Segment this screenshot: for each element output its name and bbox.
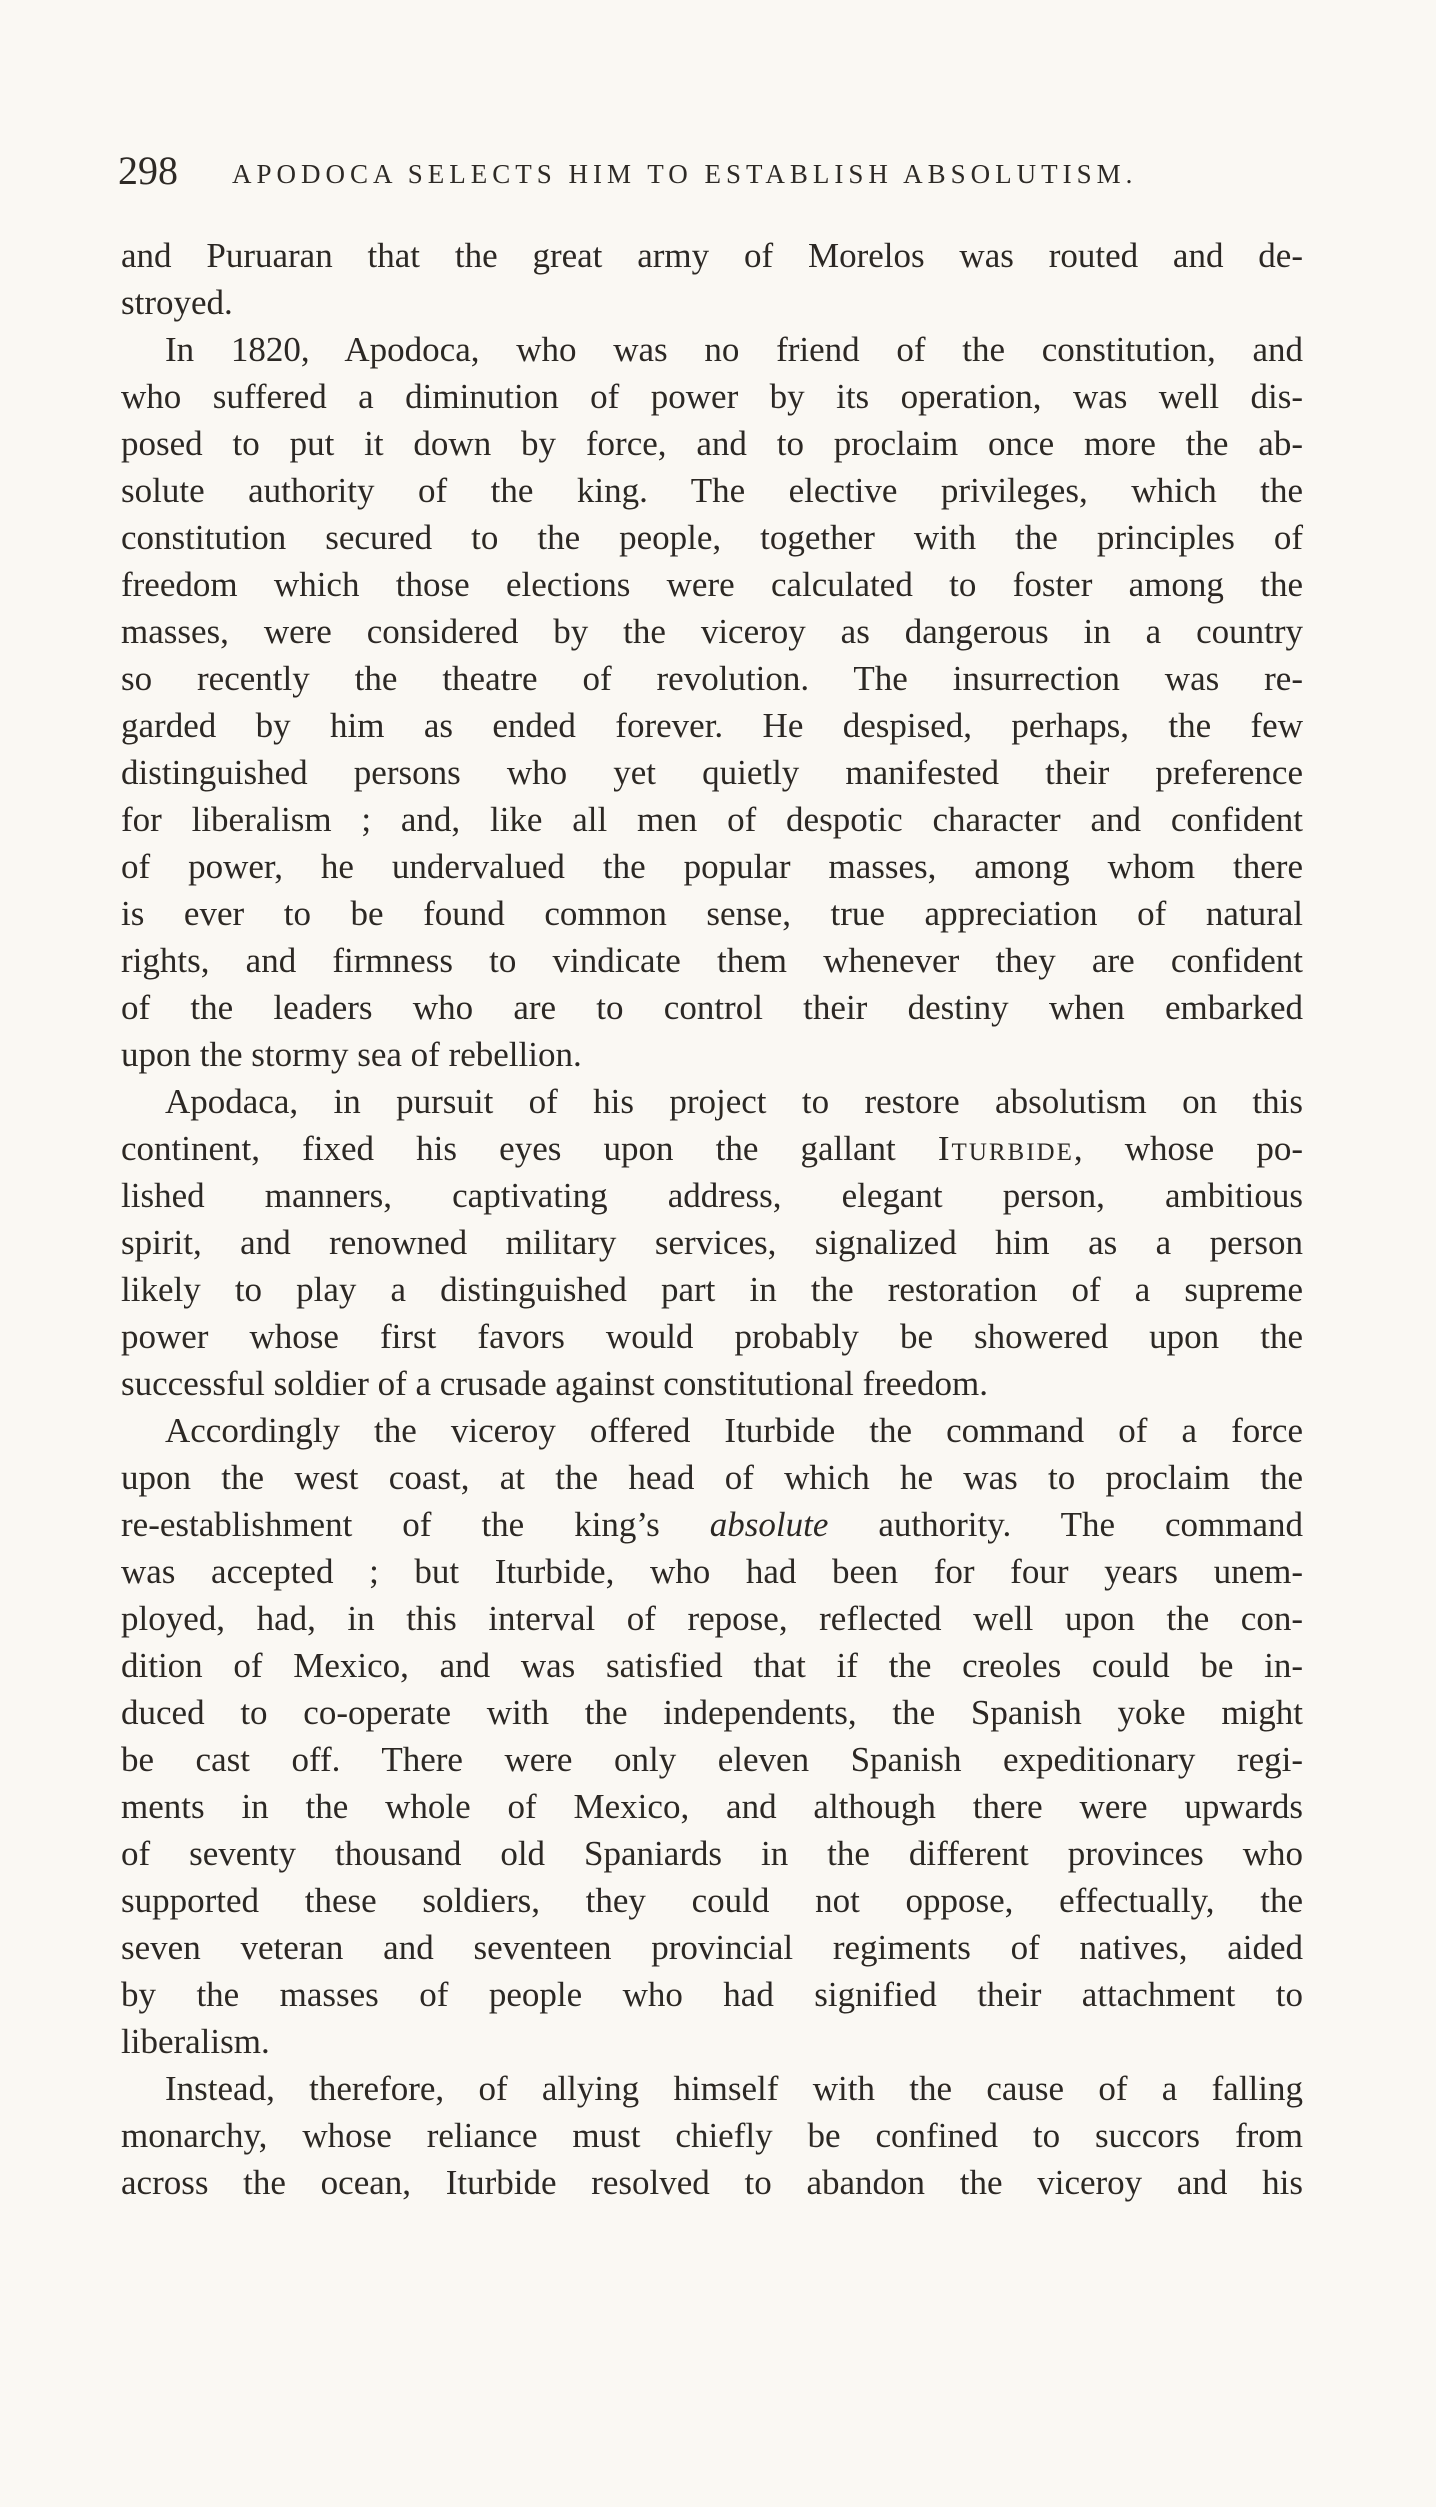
text-line: upon the stormy sea of rebellion. <box>121 1035 582 1074</box>
text-line: lished manners, captivating address, elegant person, ambitious <box>121 1176 1303 1215</box>
body-text <box>121 232 1303 2206</box>
text-line: is ever to be found common sense, true appreciation of natural <box>121 894 1303 933</box>
name-iturbide: Iturbide <box>937 1129 1074 1168</box>
text-line: for liberalism ; and, like all men of despotic character and confident <box>121 800 1303 839</box>
text-line: rights, and firmness to vindicate them whenever they are confident <box>121 941 1303 980</box>
running-head: APODOCA SELECTS HIM TO ESTABLISH ABSOLUTISM. <box>232 159 1138 189</box>
text-line: In 1820, Apodoca, who was no friend of the constitution, and <box>165 330 1303 369</box>
text-line: stroyed. <box>121 283 233 322</box>
text-line: garded by him as ended forever. He despised, perhaps, the few <box>121 706 1303 745</box>
text-line: who suffered a diminution of power by its operation, was well dis- <box>121 377 1303 416</box>
text-line: power whose first favors would probably be showered upon the <box>121 1317 1303 1356</box>
text-line: dition of Mexico, and was satisfied that if the creoles could be in- <box>121 1646 1303 1685</box>
text-line: be cast off. There were only eleven Spanish expeditionary regi- <box>121 1740 1303 1779</box>
text-line: of seventy thousand old Spaniards in the different provinces who <box>121 1834 1303 1873</box>
text-line: of power, he undervalued the popular masses, among whom there <box>121 847 1303 886</box>
text-line <box>121 1125 1303 1172</box>
text-line: likely to play a distinguished part in the restoration of a supreme <box>121 1270 1303 1309</box>
text-line: across the ocean, Iturbide resolved to abandon the viceroy and his <box>121 2163 1303 2202</box>
text-line: of the leaders who are to control their destiny when embarked <box>121 988 1303 1027</box>
text-line: Instead, therefore, of allying himself with the cause of a falling <box>165 2069 1303 2108</box>
text-line <box>121 1501 1303 1548</box>
text-line: and Puruaran that the great army of Morelos was routed and de- <box>121 236 1303 275</box>
text-line: supported these soldiers, they could not oppose, effectually, the <box>121 1881 1303 1920</box>
italic-absolute: absolute <box>709 1505 829 1544</box>
text-line: upon the west coast, at the head of which he was to proclaim the <box>121 1458 1303 1497</box>
text-line: constitution secured to the people, together with the principles of <box>121 518 1303 557</box>
text-line: ments in the whole of Mexico, and although there were upwards <box>121 1787 1303 1826</box>
text-line: solute authority of the king. The elective privileges, which the <box>121 471 1303 510</box>
text-line: Accordingly the viceroy offered Iturbide the command of a force <box>165 1411 1303 1450</box>
text-line: spirit, and renowned military services, signalized him as a person <box>121 1223 1303 1262</box>
text-line: successful soldier of a crusade against constitutional freedom. <box>121 1364 988 1403</box>
text-line: seven veteran and seventeen provincial regiments of natives, aided <box>121 1928 1303 1967</box>
page-header <box>118 146 1298 196</box>
text-run: re-establishment of the king’s <box>121 1505 710 1544</box>
text-line: posed to put it down by force, and to proclaim once more the ab- <box>121 424 1303 463</box>
text-line: masses, were considered by the viceroy as dangerous in a country <box>121 612 1303 651</box>
text-line: duced to co-operate with the independents, the Spanish yoke might <box>121 1693 1303 1732</box>
page-number: 298 <box>118 148 178 193</box>
text-line: liberalism. <box>121 2022 270 2061</box>
text-line: so recently the theatre of revolution. The insurrection was re- <box>121 659 1303 698</box>
text-run: authority. The command <box>828 1505 1304 1544</box>
text-line: freedom which those elections were calculated to foster among the <box>121 565 1303 604</box>
text-line: ployed, had, in this interval of repose, reflected well upon the con- <box>121 1599 1303 1638</box>
text-run: continent, fixed his eyes upon the gallant <box>121 1129 938 1168</box>
text-line: by the masses of people who had signified their attachment to <box>121 1975 1303 2014</box>
text-line: Apodaca, in pursuit of his project to restore absolutism on this <box>165 1082 1303 1121</box>
text-line: was accepted ; but Iturbide, who had been for four years unem- <box>121 1552 1303 1591</box>
text-line: distinguished persons who yet quietly manifested their preference <box>121 753 1303 792</box>
text-run: , whose po- <box>1073 1129 1303 1168</box>
text-line: monarchy, whose reliance must chiefly be confined to succors from <box>121 2116 1303 2155</box>
